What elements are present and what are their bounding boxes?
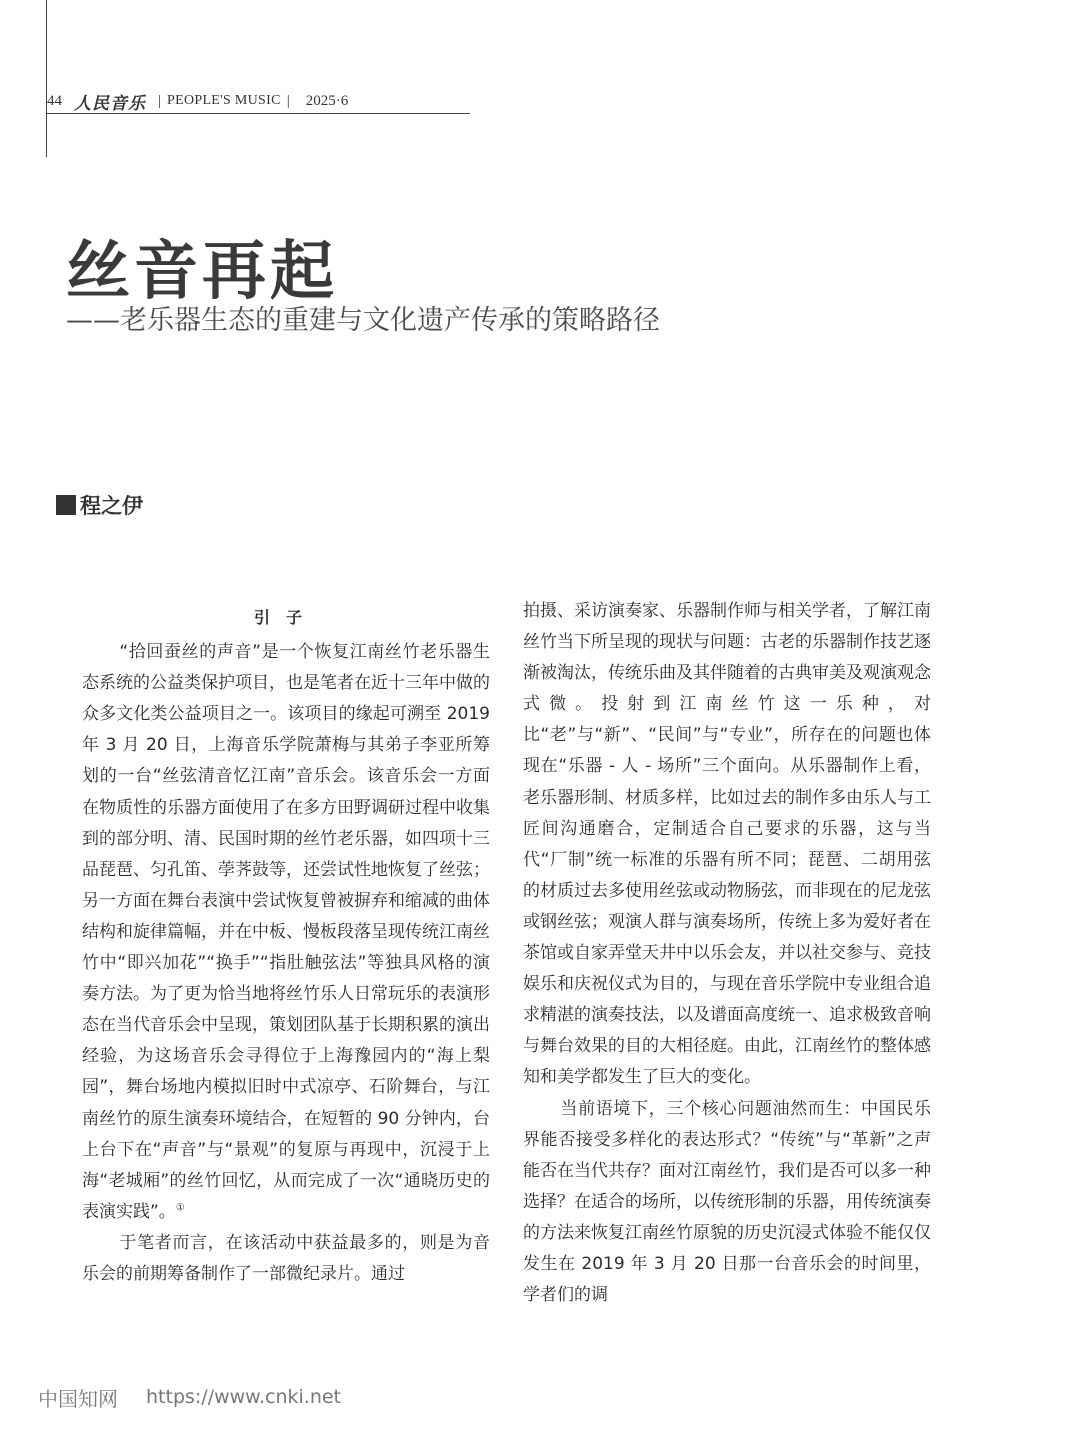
right-text-column: [523, 596, 931, 1311]
header-rule: [46, 113, 470, 114]
article-title: 丝音再起: [66, 234, 338, 309]
paragraph-text: “拾回蚕丝的声音”是一个恢复江南丝竹老乐器生态系统的公益类保护项目，也是笔者在近十三年中做的众多文化类公益项目之一。该项目的缘起可溯至 2019 年 3 月 20 日，上海音乐学院萧梅与其弟子李亚所筹划的一台“丝弦清音忆江南”音乐会。该音乐会一方面在物质性的乐器方面使用了在多方田野调研过程中收集到的部分明、清、民国时期的丝竹老乐器，如四项十三品琵琶、匀孔笛、荸荠鼓等，还尝试性地恢复了丝弦；另一方面在舞台表演中尝试恢复曾被摒弃和缩减的曲体结构和旋律篇幅，并在中板、慢板段落呈现传统江南丝竹中“即兴加花”“换手”“指肚触弦法”等独具风格的演奏方法。为了更为恰当地将丝竹乐人日常玩乐的表演形态在当代音乐会中呈现，策划团队基于长期积累的演出经验，为这场音乐会寻得位于上海豫园内的“海上梨园”，舞台场地内模拟旧时中式凉亭、石阶舞台，与江南丝竹的原生演奏环境结合，在短暂的 90 分钟内，台上台下在“声音”与“景观”的复原与再现中，沉浸于上海“老城厢”的丝竹回忆，从而完成了一次“通晓历史的表演实践”。: [82, 642, 490, 1222]
journal-english-name: PEOPLE'S MUSIC: [167, 93, 281, 108]
body-paragraph: 当前语境下，三个核心问题油然而生：中国民乐界能否接受多样化的表达形式？“传统”与“革新”之声能否在当代共存？面对江南丝竹，我们是否可以多一种选择？在适合的场所，以传统形制的乐器，用传统演奏的方法来恢复江南丝竹原貌的历史沉浸式体验不能仅仅发生在 2019 年 3 月 20 日那一台音乐会的时间里，学者们的调: [523, 1098, 931, 1306]
watermark-url[interactable]: https://www.cnki.net: [146, 1386, 342, 1408]
journal-logo: 人民音乐: [74, 93, 146, 114]
footnote-marker[interactable]: ①: [175, 1202, 185, 1214]
page-number: 44: [47, 92, 62, 109]
margin-rule: [46, 0, 47, 157]
author-name: 程之伊: [80, 494, 143, 518]
left-text-column: [82, 596, 490, 1290]
issue-number: 2025·6: [305, 92, 349, 109]
body-paragraph: 拍摄、采访演奏家、乐器制作师与相关学者，了解江南丝竹当下所呈现的现状与问题：古老的乐器制作技艺逐渐被淘汰，传统乐曲及其伴随着的古典审美及观演观念式微。投射到江南丝竹这一乐种，对比“老”与“新”、“民间”与“专业”，所存在的问题也体现在“乐器 - 人 - 场所”三个面向。从乐器制作上看，老乐器形制、材质多样，比如过去的制作多由乐人与工匠间沟通磨合，定制适合自己要求的乐器，这与当代“厂制”统一标准的乐器有所不同；琵琶、二胡用弦的材质过去多使用丝弦或动物肠弦，而非现在的尼龙弦或钢丝弦；观演人群与演奏场所，传统上多为爱好者在茶馆或自家弄堂天井中以乐会友，并以社交参与、竞技娱乐和庆祝仪式为目的，与现在音乐学院中专业组合追求精湛的演奏技法，以及谱面高度统一、追求极致音响与舞台效果的目的大相径庭。由此，江南丝竹的整体感知和美学都发生了巨大的变化。: [523, 601, 931, 1088]
watermark-logo-text: 中国知网: [38, 1386, 118, 1411]
cnki-watermark: [38, 1382, 341, 1412]
section-heading: 引子: [253, 608, 318, 627]
running-header: [47, 90, 348, 112]
author-byline: [56, 490, 143, 520]
body-paragraph: [82, 637, 490, 1228]
article-subtitle: ——老乐器生态的重建与文化遗产传承的策略路径: [66, 305, 660, 336]
body-paragraph: 于笔者而言，在该活动中获益最多的，则是为音乐会的前期筹备制作了一部微纪录片。通过: [82, 1232, 490, 1284]
byline-square-icon: [56, 495, 76, 515]
header-separator: |: [286, 92, 290, 109]
header-separator: |: [158, 92, 162, 109]
